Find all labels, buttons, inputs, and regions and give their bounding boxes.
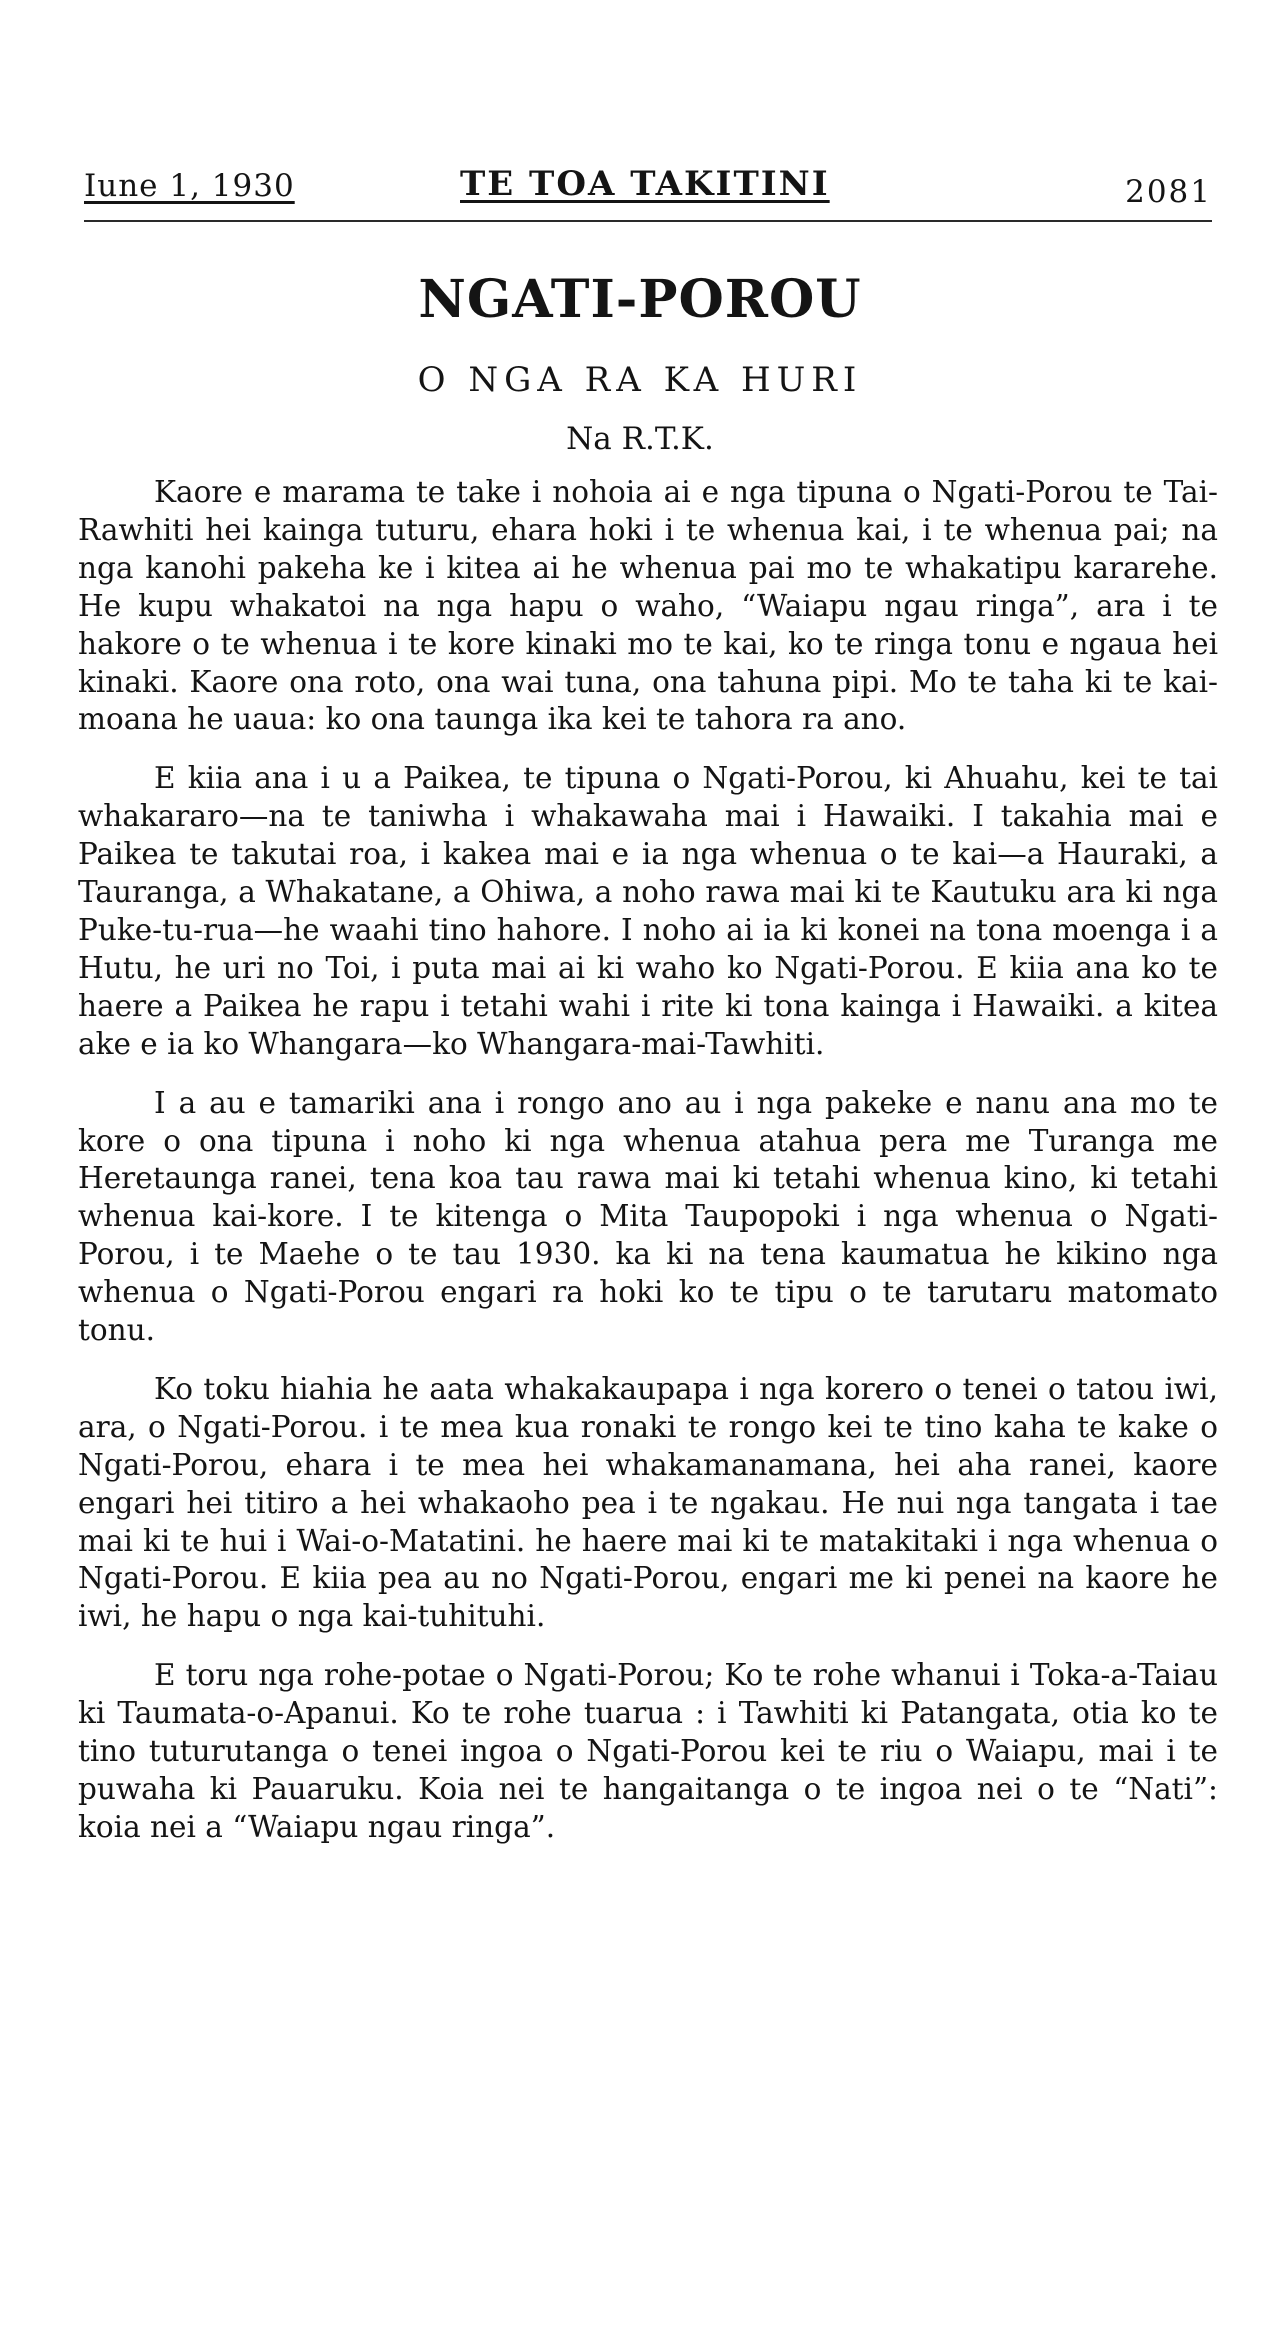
- article-subtitle: O NGA RA KA HURI: [417, 360, 863, 400]
- paragraph-5: E toru nga rohe-potae o Ngati-Porou; Ko te rohe whanui i Toka-a-Taiau ki Taumata-o-Apanui. Ko te rohe tuarua : i Tawhiti ki Patangata, otia ko te tino tuturutanga o tenei ingoa o Ngati-Porou kei te riu o Waiapu, mai i te puwaha ki Pauaruku. Koia nei te hangaitanga o te ingoa nei o te “Nati”: koia nei a “Waiapu ngau ringa”.: [78, 1658, 1218, 1844]
- paragraph-1: Kaore e marama te take i nohoia ai e nga tipuna o Ngati-Porou te Tai-Rawhiti hei kainga tuturu, ehara hoki i te whenua kai, i te whenua pai; na nga kanohi pakeha ke i kitea ai he whenua pai mo te whakatipu kararehe. He kupu whakatoi na nga hapu o waho, “Waiapu ngau ringa”, ara i te hakore o te whenua i te kore kinaki mo te kai, ko te ringa tonu e ngaua hei kinaki. Kaore ona roto, ona wai tuna, ona tahuna pipi. Mo te taha ki te kai-moana he uaua: ko ona taunga ika kei te tahora ra ano.: [78, 475, 1218, 737]
- article-body: [78, 474, 1218, 1868]
- header-rule: [84, 220, 1212, 222]
- page-number: 2081: [1125, 174, 1212, 210]
- article-byline: Na R.T.K.: [566, 421, 714, 457]
- article-title: NGATI-POROU: [418, 269, 862, 330]
- running-head: [84, 160, 1212, 220]
- paragraph-2: E kiia ana i u a Paikea, te tipuna o Ngati-Porou, ki Ahuahu, kei te tai whakararo—na te taniwha i whakawaha mai i Hawaiki. I takahia mai e Paikea te takutai roa, i kakea mai e ia nga whenua o te kai—a Hauraki, a Tauranga, a Whakatane, a Ohiwa, a noho rawa mai ki te Kautuku ara ki nga Puke-tu-rua—he waahi tino hahore. I noho ai ia ki konei na tona moenga i a Hutu, he uri no Toi, i puta mai ai ki waho ko Ngati-Porou. E kiia ana ko te haere a Paikea he rapu i tetahi wahi i rite ki tona kainga i Hawaiki. a kitea ake e ia ko Whangara—ko Whangara-mai-Tawhiti.: [78, 761, 1218, 1061]
- publication-title: TE TOA TAKITINI: [460, 164, 830, 204]
- issue-date: Iune 1, 1930: [84, 168, 295, 204]
- paragraph-4: Ko toku hiahia he aata whakakaupapa i nga korero o tenei o tatou iwi, ara, o Ngati-Porou. i te mea kua ronaki te rongo kei te tino kaha te kake o Ngati-Porou, ehara i te mea hei whakamanamana, hei aha ranei, kaore engari hei titiro a hei whakaoho pea i te ngakau. He nui nga tangata i tae mai ki te hui i Wai-o-Matatini. he haere mai ki te matakitaki i nga whenua o Ngati-Porou. E kiia pea au no Ngati-Porou, engari me ki penei na kaore he iwi, he hapu o nga kai-tuhituhi.: [78, 1371, 1218, 1634]
- paragraph-3: I a au e tamariki ana i rongo ano au i nga pakeke e nanu ana mo te kore o ona tipuna i noho ki nga whenua atahua pera me Turanga me Heretaunga ranei, tena koa tau rawa mai ki tetahi whenua kino, ki tetahi whenua kai-kore. I te kitenga o Mita Taupopoki i nga whenua o Ngati-Porou, i te Maehe o te tau 1930. ka ki na tena kaumatua he kikino nga whenua o Ngati-Porou engari ra hoki ko te tipu o te tarutaru matomato tonu.: [78, 1085, 1218, 1348]
